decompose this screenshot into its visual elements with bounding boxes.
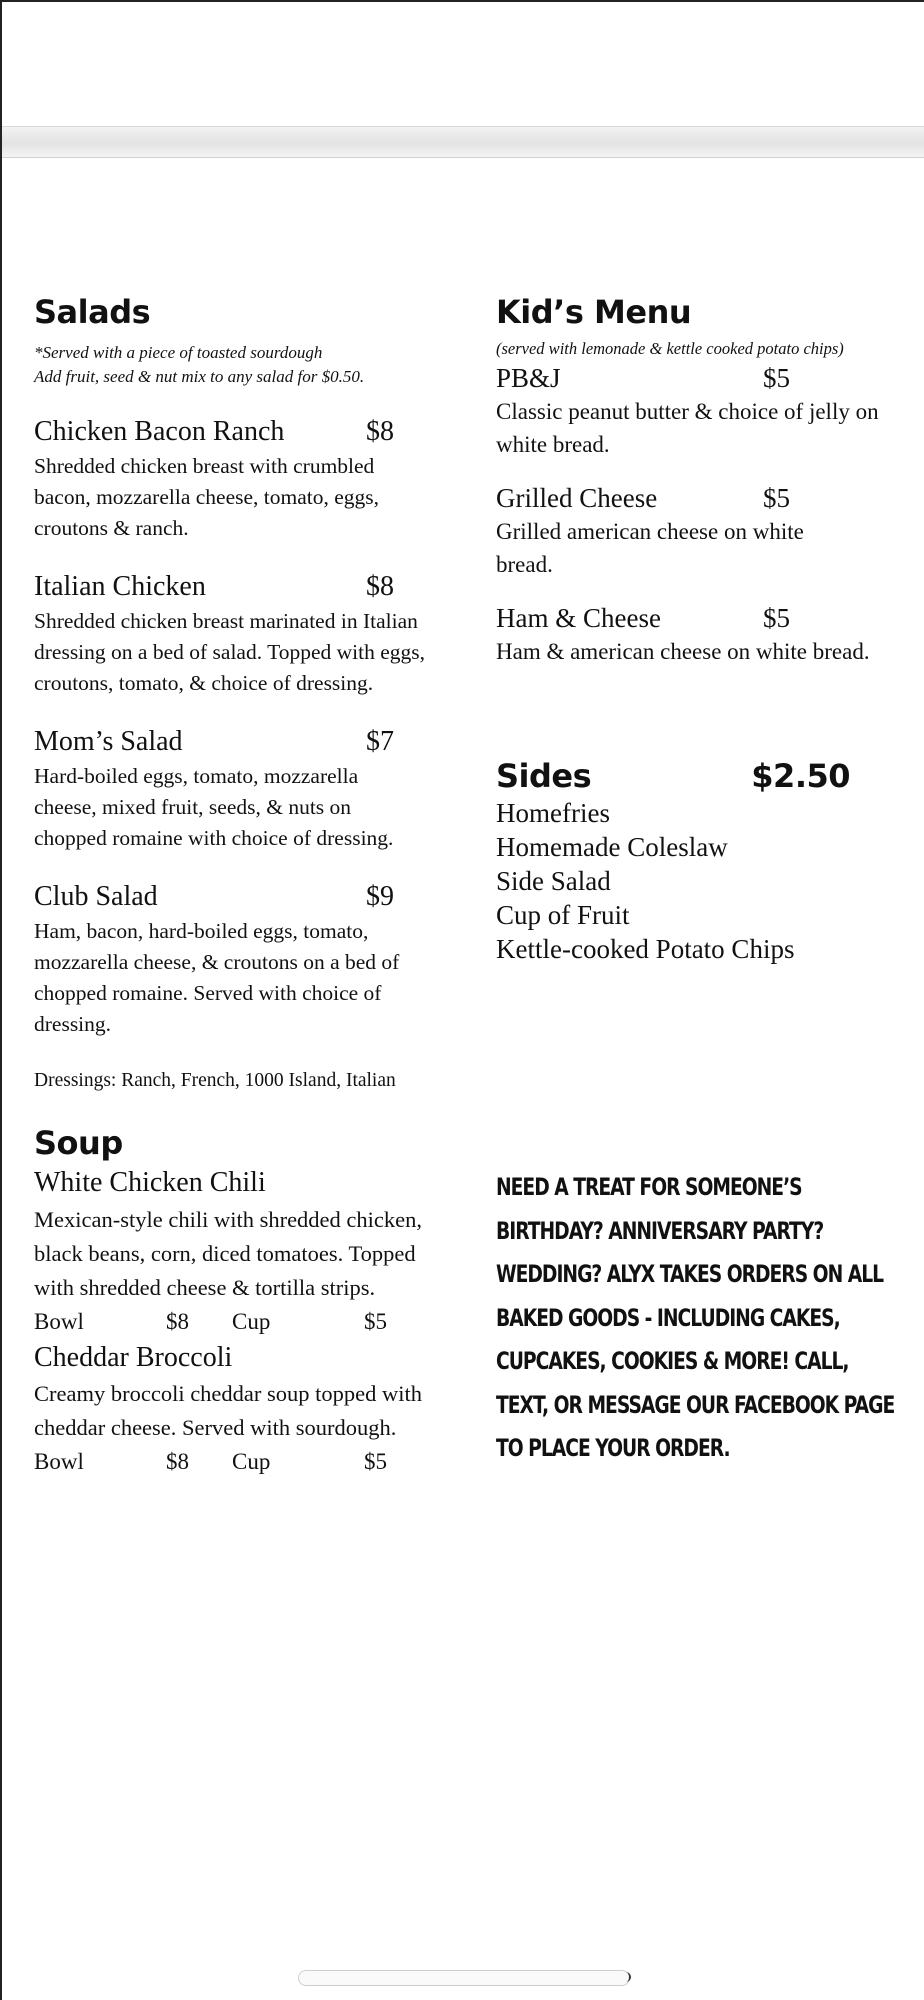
salad-item-4 xyxy=(34,878,394,916)
side-item: Kettle-cooked Potato Chips xyxy=(496,934,795,964)
soup-item-desc: Creamy broccoli cheddar soup topped with cheddar cheese. Served with sourdough. xyxy=(34,1381,423,1440)
soup-item-2-name: Cheddar Broccoli xyxy=(34,1342,233,1373)
right-column xyxy=(496,292,896,1471)
salad-item-price: $8 xyxy=(366,571,394,602)
frame-left-border xyxy=(0,0,2,2000)
salad-item-price: $7 xyxy=(366,726,394,757)
cup-label: Cup xyxy=(232,1449,271,1474)
salad-item-desc: Shredded chicken breast with crumbled bacon, mozzarella cheese, tomato, eggs, croutons & ranch. xyxy=(34,454,380,540)
bowl-label: Bowl xyxy=(34,1449,84,1474)
side-item: Side Salad xyxy=(496,866,611,896)
kids-item-desc: Classic peanut butter & choice of jelly on white bread. xyxy=(496,399,879,457)
sides-price: $2.50 xyxy=(751,757,850,795)
salad-item-price: $8 xyxy=(366,416,394,447)
salads-note-sourdough: *Served with a piece of toasted sourdough xyxy=(34,343,323,362)
soup-title: Soup xyxy=(34,1124,123,1162)
top-divider-band xyxy=(2,126,924,158)
soup-item-1-name: White Chicken Chili xyxy=(34,1167,266,1198)
salad-item-name: Italian Chicken xyxy=(34,571,206,602)
salad-item-name: Club Salad xyxy=(34,881,158,912)
kids-item-name: Ham & Cheese xyxy=(496,603,661,633)
salads-title: Salads xyxy=(34,293,151,331)
salad-item-name: Chicken Bacon Ranch xyxy=(34,416,285,447)
salad-item-3 xyxy=(34,723,394,761)
kids-item-price: $5 xyxy=(763,363,790,393)
salads-note-addon: Add fruit, seed & nut mix to any salad for $0.50. xyxy=(34,367,365,386)
sides-title: Sides xyxy=(496,757,592,795)
salad-item-desc: Shredded chicken breast marinated in Italian dressing on a bed of salad. Topped with eggs, croutons, tomato, & choice of dressing. xyxy=(34,609,425,695)
kids-item-1 xyxy=(496,361,790,395)
soup-item-desc: Mexican-style chili with shredded chicken, black beans, corn, diced tomatoes. Topped with shredded cheese & tortilla strips. xyxy=(34,1207,423,1300)
salad-item-price: $9 xyxy=(366,881,394,912)
salad-item-2 xyxy=(34,568,394,606)
baked-goods-promo: NEED A TREAT FOR SOMEONE’S BIRTHDAY? ANNIVERSARY PARTY? WEDDING? ALYX TAKES ORDERS ON ALL BAKED GOODS - INCLUDING CAKES, CUPCAKES, COOKIES & MORE! CALL, TEXT, OR MESSAGE OUR FACEBOOK PAGE TO PLACE YOUR ORDER. xyxy=(496,1173,895,1462)
soup-item-1-pricing xyxy=(34,1305,444,1339)
bowl-price: $8 xyxy=(166,1309,189,1334)
salad-item-name: Mom’s Salad xyxy=(34,726,183,757)
side-item: Homemade Coleslaw xyxy=(496,832,728,862)
kids-item-name: Grilled Cheese xyxy=(496,483,658,513)
kids-menu-title: Kid’s Menu xyxy=(496,293,692,331)
kids-menu-note: (served with lemonade & kettle cooked potato chips) xyxy=(496,339,844,358)
side-item: Cup of Fruit xyxy=(496,900,630,930)
side-item: Homefries xyxy=(496,798,610,828)
sides-header xyxy=(496,756,850,796)
kids-item-2 xyxy=(496,481,790,515)
soup-item-2-pricing xyxy=(34,1445,444,1479)
frame-top-border xyxy=(0,0,924,2)
kids-item-price: $5 xyxy=(763,483,790,513)
dressings-list: Dressings: Ranch, French, 1000 Island, Italian xyxy=(34,1070,396,1091)
home-indicator-bar[interactable] xyxy=(298,1970,630,1986)
sides-list xyxy=(496,796,896,966)
kids-item-name: PB&J xyxy=(496,363,561,393)
left-column xyxy=(34,292,444,1479)
cup-price: $5 xyxy=(364,1449,387,1474)
bowl-price: $8 xyxy=(166,1449,189,1474)
cup-price: $5 xyxy=(364,1309,387,1334)
salad-item-1 xyxy=(34,413,394,451)
kids-item-price: $5 xyxy=(763,603,790,633)
bowl-label: Bowl xyxy=(34,1309,84,1334)
kids-item-3 xyxy=(496,601,790,635)
salad-item-desc: Ham, bacon, hard-boiled eggs, tomato, mozzarella cheese, & croutons on a bed of chopped romaine. Served with choice of dressing. xyxy=(34,919,400,1036)
kids-item-desc: Grilled american cheese on white bread. xyxy=(496,519,804,577)
kids-item-desc: Ham & american cheese on white bread. xyxy=(496,639,870,664)
salad-item-desc: Hard-boiled eggs, tomato, mozzarella cheese, mixed fruit, seeds, & nuts on chopped romaine with choice of dressing. xyxy=(34,764,394,850)
cup-label: Cup xyxy=(232,1309,271,1334)
